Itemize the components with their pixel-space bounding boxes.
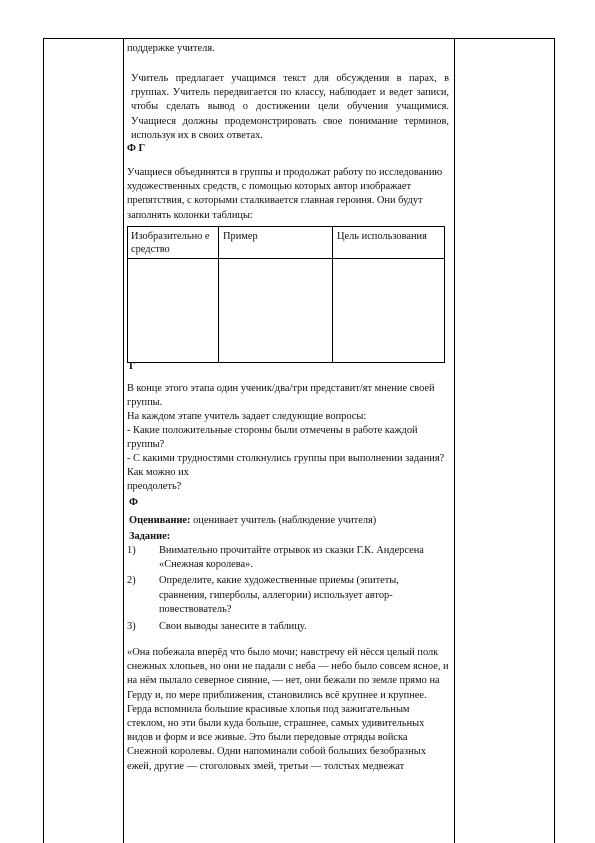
means-table	[127, 226, 445, 363]
assessment-text: оценивает учитель (наблюдение учителя)	[190, 515, 377, 526]
list-item: 2) Определите, какие художественные приемы (эпитеты, сравнения, гиперболы, аллегории) использует автор-повествователь?	[127, 575, 399, 615]
label-f: Ф	[129, 497, 138, 508]
list-item: 3) Свои выводы занесите в таблицу.	[127, 621, 307, 633]
tale-excerpt: «Она побежала вперёд что было мочи; навстречу ей нёсся целый полк снежных хлопьев, но они не падали с неба — небо было совсем ясное, и на нём пылало северное сияние, — нет, они бежали по земле прямо на Герду и, по мере приближения, становились всё крупнее и крупнее. Герда вспомнила большие красивые хлопья под зажигательным стеклом, но эти были куда больше, страшнее, самых удивительных видов и форм и все живые. Это были передовые отряды войска Снежной королевы. Одни напоминали собой больших безобразных ежей, другие — стоголовых змей, третьи — толстых медвежат	[127, 647, 449, 772]
column-divider-right	[454, 39, 455, 843]
header-example: Пример	[223, 231, 258, 242]
task-label: Задание:	[129, 531, 171, 542]
question-1: - Какие положительные стороны были отмечены в работе каждой группы?	[127, 425, 418, 451]
end-paragraph: В конце этого этапа один ученик/два/три представит/ят мнение своей группы.	[127, 383, 435, 409]
question-2: - С какими трудностями столкнулись группы при выполнении задания? Как можно их	[127, 453, 445, 479]
support-line: поддержке учителя.	[127, 43, 215, 54]
question-2-tail: преодолеть?	[127, 481, 182, 492]
list-item: 1) Внимательно прочитайте отрывок из сказки Г.К. Андерсена «Снежная королева».	[127, 545, 424, 571]
label-g: Г	[129, 361, 136, 372]
header-means: Изобразительно е средство	[131, 231, 210, 255]
assessment-label: Оценивание:	[129, 515, 191, 526]
task-list	[127, 544, 449, 634]
header-purpose: Цель использования	[337, 231, 427, 242]
column-divider-left	[123, 39, 124, 843]
label-fg: Ф Г	[127, 143, 146, 154]
assessment-line	[129, 514, 451, 528]
questions-intro: На каждом этапе учитель задает следующие вопросы:	[127, 411, 367, 422]
groups-paragraph: Учащиеся объединятся в группы и продолжат работу по исследованию художественных средств, с помощью которых автор изображает препятствия, с которыми сталкивается главная героиня. Они будут заполнять колонки таблицы:	[127, 167, 443, 221]
teacher-paragraph: Учитель предлагает учащимся текст для обсуждения в парах, в группах. Учитель передвигается по классу, наблюдает и ведет записи, чтобы сделать вывод о достижении цели обучения учащимися. Учащиеся должны продемонстрировать свое понимание терминов, используя их в своих ответах.	[131, 73, 449, 141]
